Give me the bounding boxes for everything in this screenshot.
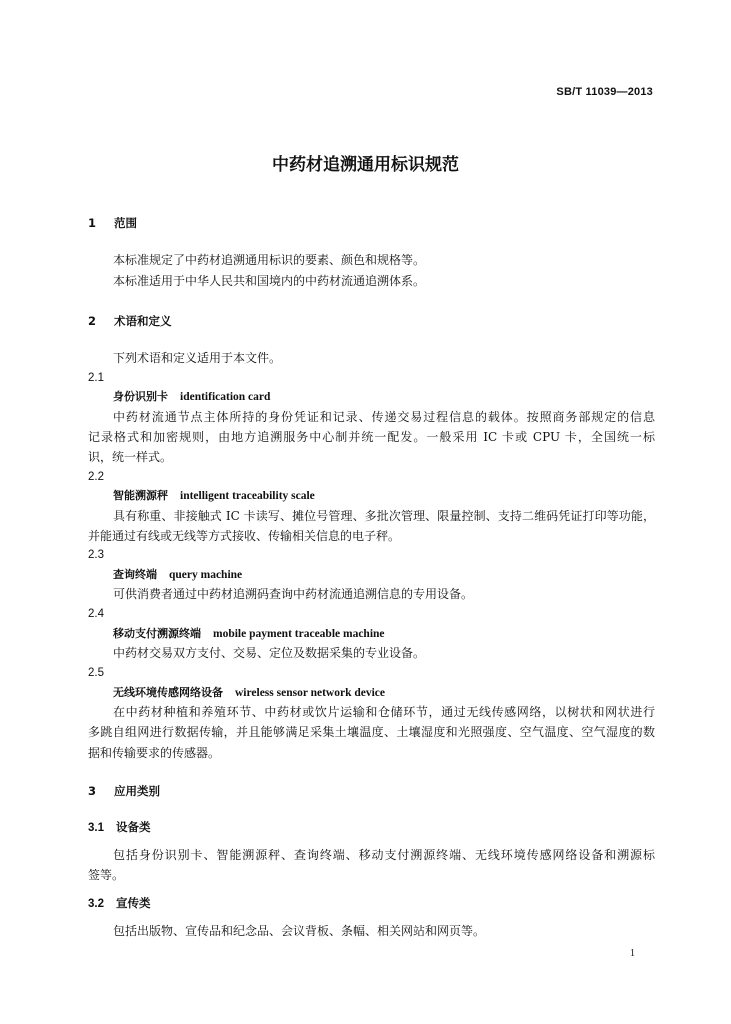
term-2-4-english: mobile payment traceable machine bbox=[213, 628, 385, 640]
term-2-5-english: wireless sensor network device bbox=[235, 687, 386, 699]
subsection-3-1-text-line: 签等。 bbox=[88, 868, 125, 882]
section-2-number: 2 bbox=[88, 314, 97, 328]
section-3-number: 3 bbox=[88, 784, 97, 798]
term-2-2-definition-line: 具有称重、非接触式 IC 卡读写、摊位号管理、多批次管理、限量控制、支持二维码凭证打印等功能， bbox=[113, 509, 655, 523]
term-2-2-heading bbox=[113, 489, 315, 503]
term-2-1-definition-line: 中药材流通节点主体所持的身份凭证和记录、传递交易过程信息的载体。按照商务部规定的信息 bbox=[113, 410, 655, 424]
term-2-4-chinese: 移动支付溯源终端 bbox=[113, 627, 201, 640]
section-1-number: 1 bbox=[88, 216, 97, 230]
page-number: 1 bbox=[630, 948, 635, 959]
term-2-2-english: intelligent traceability scale bbox=[180, 490, 315, 502]
term-2-2-number: 2.2 bbox=[88, 471, 104, 483]
subsection-3-2-heading bbox=[88, 896, 151, 911]
section-2-heading bbox=[88, 314, 172, 328]
term-2-3-number: 2.3 bbox=[88, 549, 104, 561]
section-3-heading bbox=[88, 784, 160, 798]
term-2-3-definition-line: 可供消费者通过中药材追溯码查询中药材流通追溯信息的专用设备。 bbox=[113, 587, 474, 601]
document-code: SB/T 11039—2013 bbox=[556, 86, 653, 98]
section-1-title: 范围 bbox=[114, 216, 138, 230]
subsection-3-1-heading bbox=[88, 820, 151, 835]
term-2-1-definition-line: 识，统一样式。 bbox=[88, 450, 173, 464]
term-2-3-heading bbox=[113, 568, 242, 582]
term-2-5-chinese: 无线环境传感网络设备 bbox=[113, 686, 223, 699]
section-1-heading bbox=[88, 216, 137, 230]
term-2-1-chinese: 身份识别卡 bbox=[113, 390, 168, 403]
term-2-1-number: 2.1 bbox=[88, 372, 104, 384]
section-3-title: 应用类别 bbox=[114, 784, 161, 798]
term-2-4-definition-line: 中药材交易双方支付、交易、定位及数据采集的专业设备。 bbox=[113, 646, 426, 660]
document-title: 中药材追溯通用标识规范 bbox=[272, 155, 459, 175]
subsection-3-1-title: 设备类 bbox=[116, 820, 151, 834]
term-2-5-definition-line: 据和传输要求的传感器。 bbox=[88, 746, 221, 760]
term-2-2-definition-line: 并能通过有线或无线等方式接收、传输相关信息的电子秤。 bbox=[88, 529, 401, 543]
term-2-3-english: query machine bbox=[169, 569, 243, 581]
term-2-1-english: identification card bbox=[180, 391, 271, 403]
section-1-paragraph-1: 本标准规定了中药材追溯通用标识的要素、颜色和规格等。 bbox=[113, 253, 426, 267]
term-2-5-heading bbox=[113, 686, 385, 700]
term-2-5-definition-line: 多跳自组网进行数据传输，并且能够满足采集土壤温度、土壤湿度和光照强度、空气温度、空气湿度的数 bbox=[88, 725, 655, 739]
subsection-3-1-text-line: 包括身份识别卡、智能溯源秤、查询终端、移动支付溯源终端、无线环境传感网络设备和溯源标 bbox=[113, 848, 655, 862]
subsection-3-2-text-line: 包括出版物、宣传品和纪念品、会议背板、条幅、相关网站和网页等。 bbox=[113, 924, 486, 938]
subsection-3-2-number: 3.2 bbox=[88, 898, 104, 910]
section-2-intro: 下列术语和定义适用于本文件。 bbox=[113, 351, 282, 365]
term-2-1-heading bbox=[113, 390, 270, 404]
term-2-2-chinese: 智能溯源秤 bbox=[113, 489, 168, 502]
term-2-5-number: 2.5 bbox=[88, 667, 104, 679]
subsection-3-2-title: 宣传类 bbox=[116, 896, 151, 910]
section-1-paragraph-2: 本标准适用于中华人民共和国境内的中药材流通追溯体系。 bbox=[113, 274, 426, 288]
term-2-1-definition-line: 记录格式和加密规则，由地方追溯服务中心制并统一配发。一般采用 IC 卡或 CPU 卡，全国统一标 bbox=[88, 430, 655, 444]
section-2-title: 术语和定义 bbox=[114, 314, 172, 328]
term-2-4-heading bbox=[113, 627, 385, 641]
term-2-4-number: 2.4 bbox=[88, 608, 104, 620]
term-2-5-definition-line: 在中药材种植和养殖环节、中药材或饮片运输和仓储环节，通过无线传感网络，以树状和网状进行 bbox=[113, 705, 655, 719]
subsection-3-1-number: 3.1 bbox=[88, 822, 104, 834]
term-2-3-chinese: 查询终端 bbox=[113, 568, 157, 581]
